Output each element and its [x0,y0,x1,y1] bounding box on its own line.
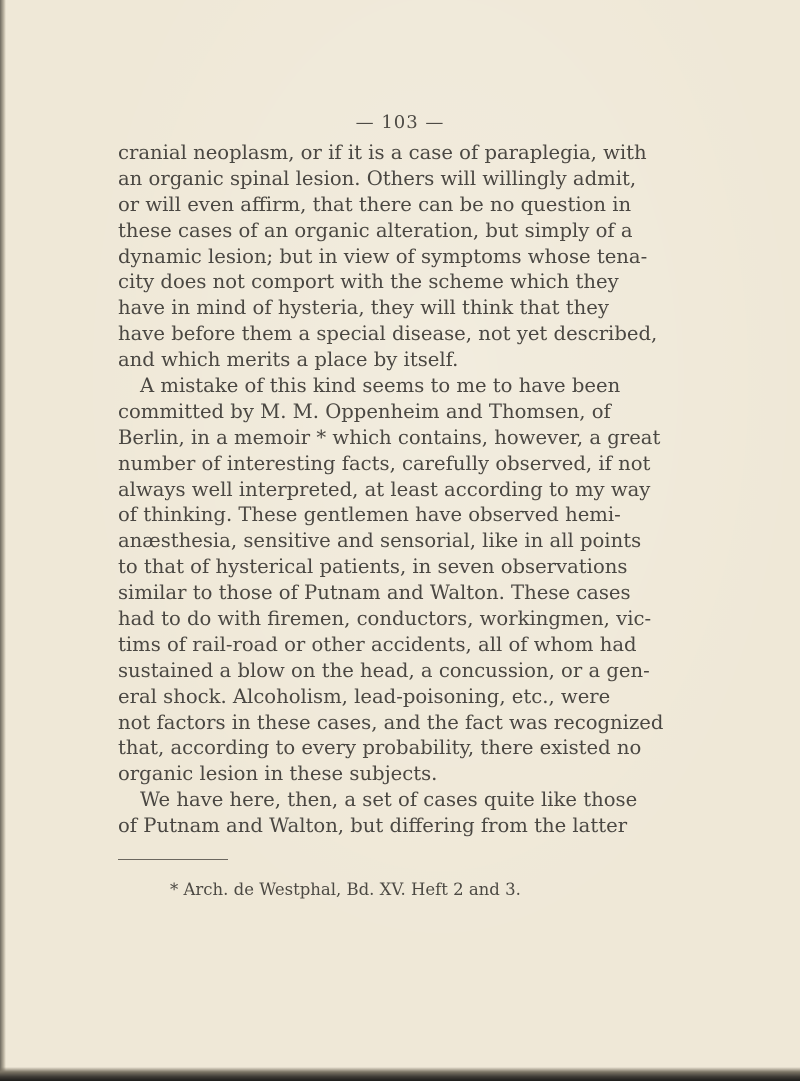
text-line: have in mind of hysteria, they will think that they [118,296,609,320]
text-line: eral shock. Alcoholism, lead-poisoning, etc., were [118,684,611,708]
text-line: that, according to every probability, there existed no [118,736,642,760]
text-line: had to do with firemen, conductors, workingmen, vic- [118,607,652,631]
page-number: — 103 — [355,112,445,133]
text-line: not factors in these cases, and the fact was recognized [118,710,664,734]
text-line: A mistake of this kind seems to me to have been [140,374,621,398]
text-line: or will even affirm, that there can be no question in [118,192,632,216]
body-text [118,140,678,839]
text-line: an organic spinal lesion. Others will willingly admit, [118,166,637,190]
page-left-edge [0,0,6,1081]
text-line: dynamic lesion; but in view of symptoms whose tena- [118,244,648,268]
text-line: of thinking. These gentlemen have observed hemi- [118,503,621,527]
text-line: cranial neoplasm, or if it is a case of paraplegia, with [118,141,647,164]
text-line: always well interpreted, at least according to my way [118,477,651,501]
text-line: these cases of an organic alteration, but simply of a [118,218,633,242]
text-line: and which merits a place by itself. [118,348,459,372]
footnote-divider [118,859,228,860]
text-line: number of interesting facts, carefully observed, if not [118,451,651,475]
text-line: city does not comport with the scheme which they [118,270,619,294]
text-line: have before them a special disease, not yet described, [118,322,658,346]
text-line: anæsthesia, sensitive and sensorial, like in all points [118,529,642,553]
page-bottom-edge [0,1067,800,1081]
footnote: * Arch. de Westphal, Bd. XV. Heft 2 and 3. [170,880,521,899]
text-line: of Putnam and Walton, but differing from the latter [118,814,628,838]
text-line: We have here, then, a set of cases quite like those [140,788,638,812]
text-line: organic lesion in these subjects. [118,762,438,786]
text-line: similar to those of Putnam and Walton. These cases [118,581,631,605]
text-line: committed by M. M. Oppenheim and Thomsen, of [118,399,611,423]
text-line: Berlin, in a memoir * which contains, however, a great [118,425,661,449]
text-line: sustained a blow on the head, a concussion, or a gen- [118,658,650,682]
text-line: tims of rail-road or other accidents, all of whom had [118,632,637,656]
text-line: to that of hysterical patients, in seven observations [118,555,628,579]
